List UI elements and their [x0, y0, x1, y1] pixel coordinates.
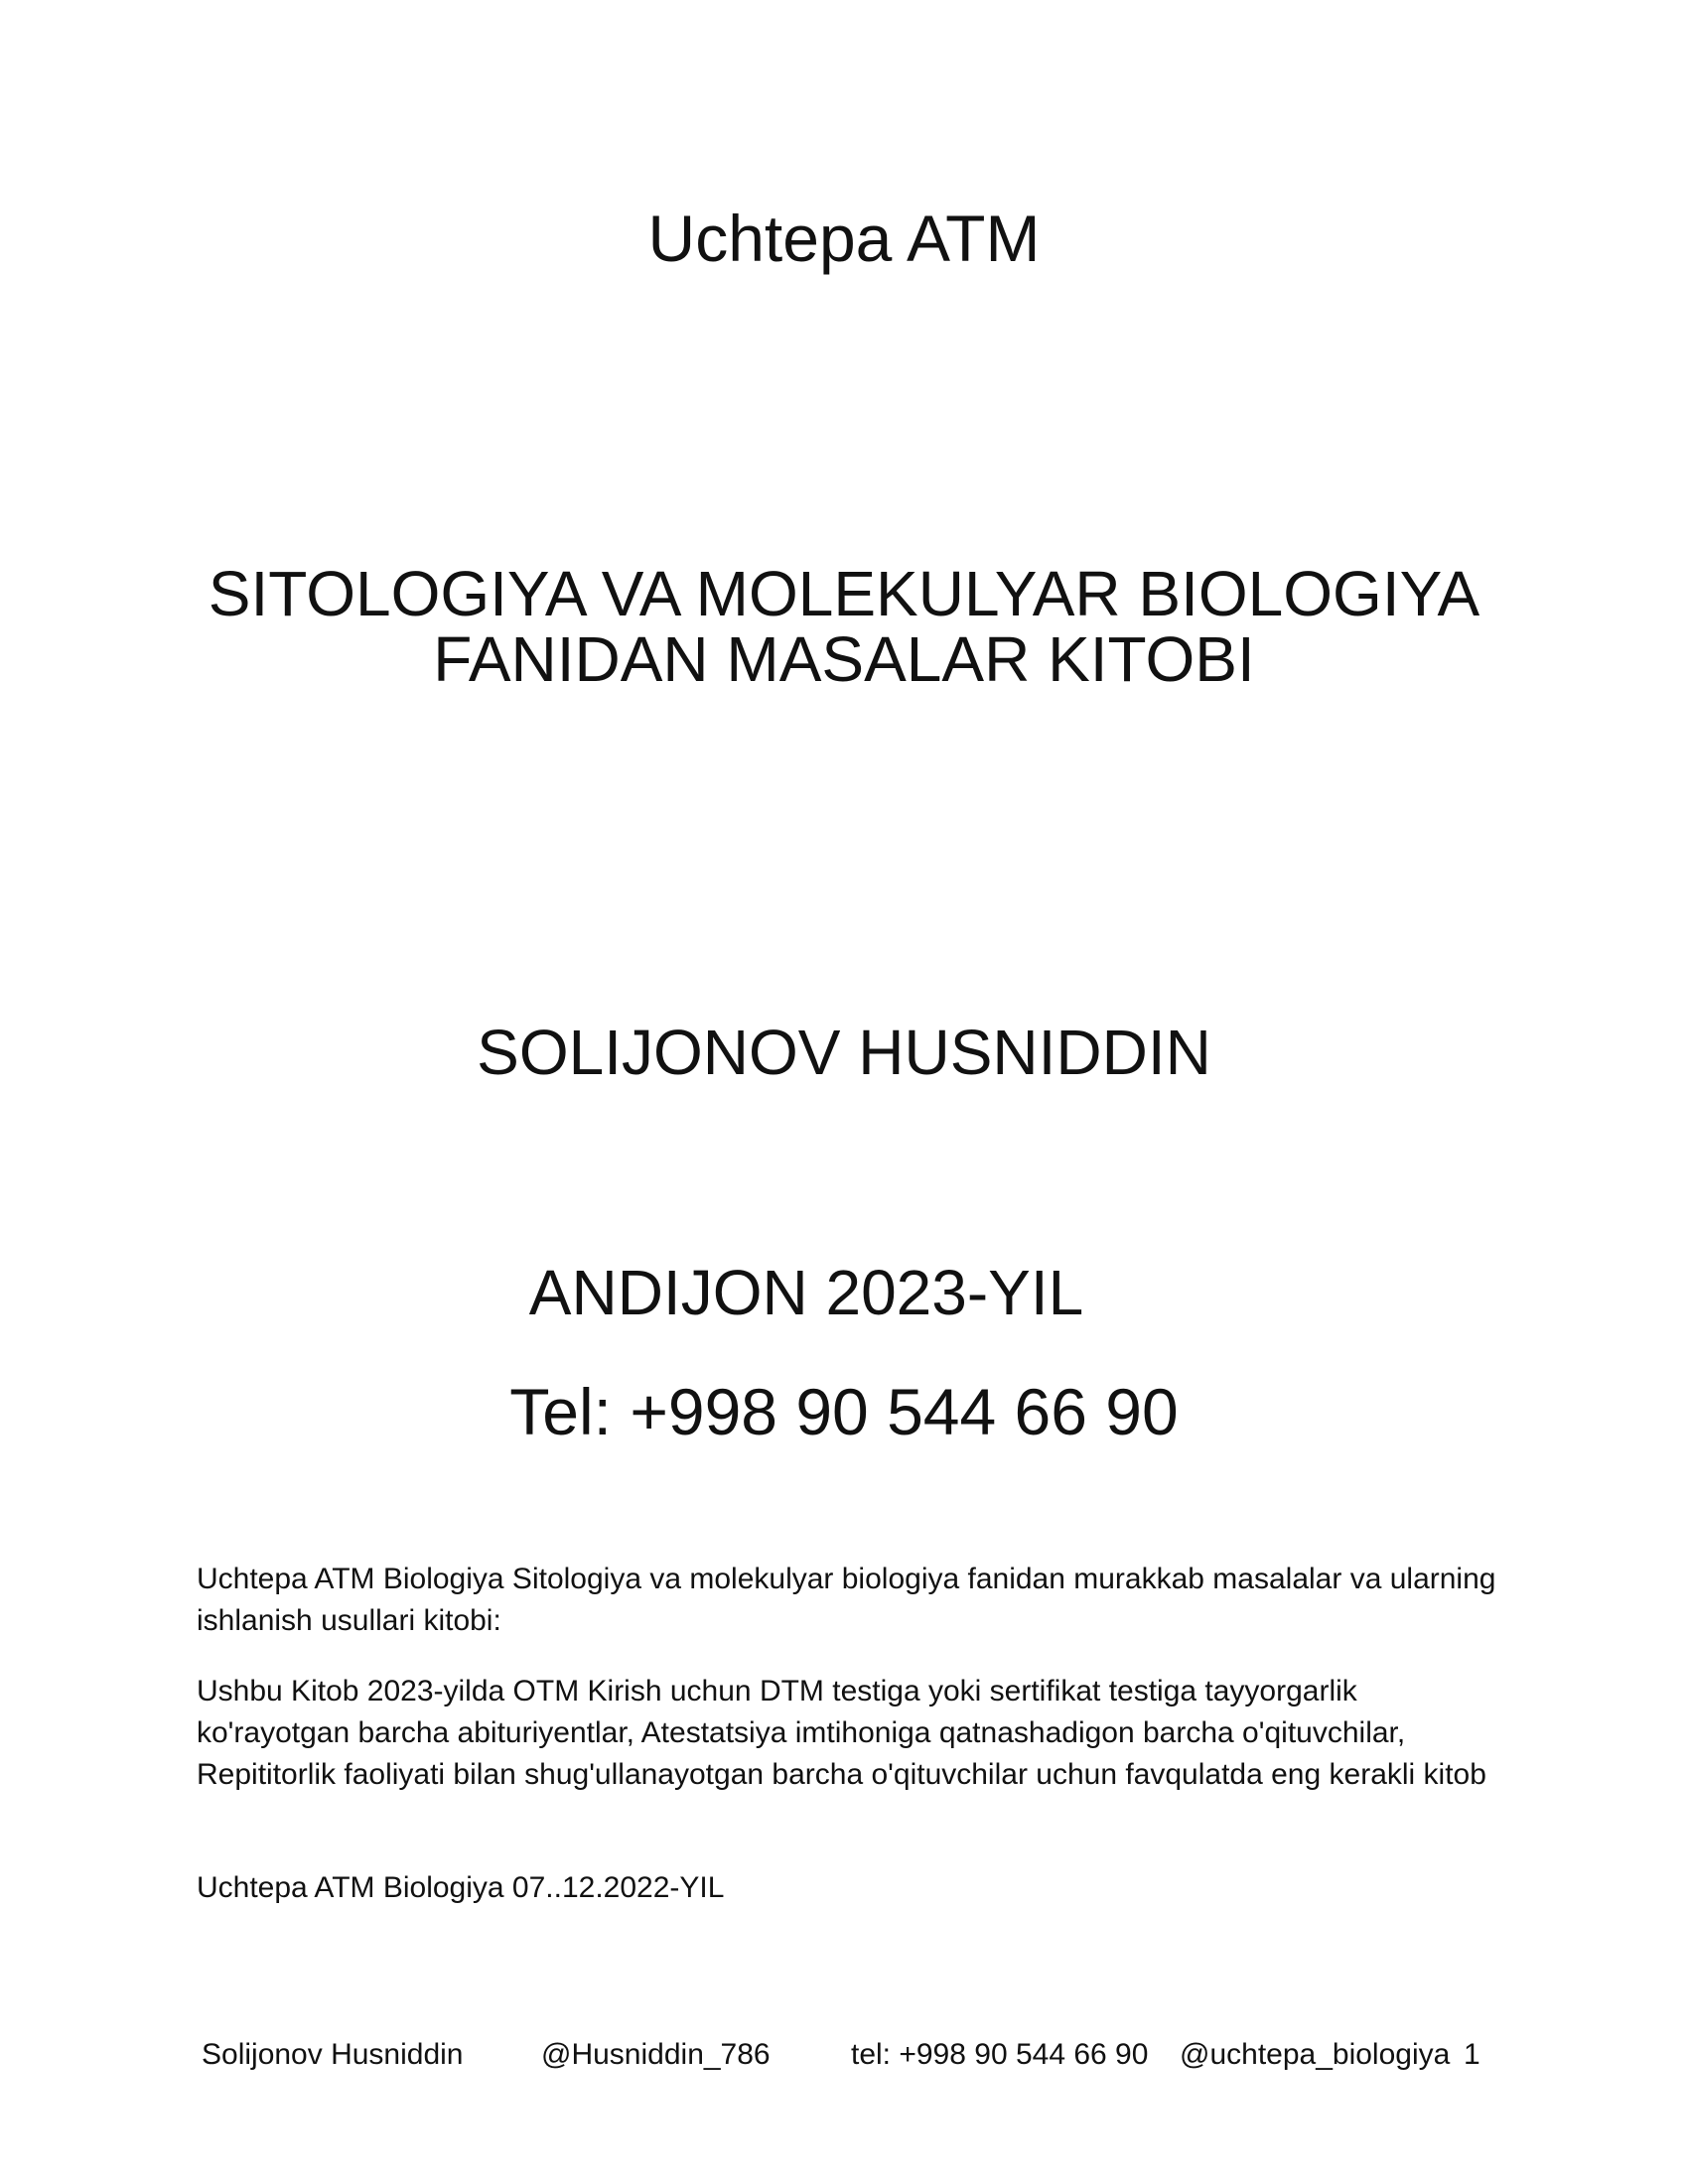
- footer-page-number: 1: [1464, 2038, 1480, 2071]
- organization-heading: Uchtepa ATM: [647, 202, 1041, 275]
- place-year: ANDIJON 2023-YIL: [528, 1257, 1084, 1328]
- phone-number: Tel: +998 90 544 66 90: [509, 1375, 1179, 1448]
- book-title: [0, 558, 1688, 695]
- page-footer: [0, 2035, 1688, 2075]
- book-title-line-1: SITOLOGIYA VA MOLEKULYAR BIOLOGIYA: [208, 558, 1480, 629]
- date-paragraph: Uchtepa ATM Biologiya 07..12.2022-YIL: [197, 1871, 725, 1904]
- footer-phone: tel: +998 90 544 66 90: [851, 2038, 1149, 2071]
- footer-author: Solijonov Husniddin: [202, 2038, 464, 2071]
- footer-handle: @Husniddin_786: [541, 2038, 771, 2071]
- description-paragraph: Ushbu Kitob 2023-yilda OTM Kirish uchun DTM testiga yoki sertifikat testiga tayyorgarlik ko'rayotgan barcha abituriyentlar, Atestatsiya imtihoniga qatnashadigon barcha o'qituvchilar, Repititorlik faoliyati bilan shug'ullanayotgan barcha o'qituvchilar uchun favqulatda eng kerakli kitob: [197, 1675, 1486, 1791]
- author-name: SOLIJONOV HUSNIDDIN: [477, 1017, 1211, 1088]
- intro-paragraph: Uchtepa ATM Biologiya Sitologiya va molekulyar biologiya fanidan murakkab masalalar va ularning ishlanish usullari kitobi:: [197, 1563, 1496, 1637]
- book-title-line-2: FANIDAN MASALAR KITOBI: [433, 623, 1255, 695]
- footer-channel: @uchtepa_biologiya: [1180, 2038, 1451, 2071]
